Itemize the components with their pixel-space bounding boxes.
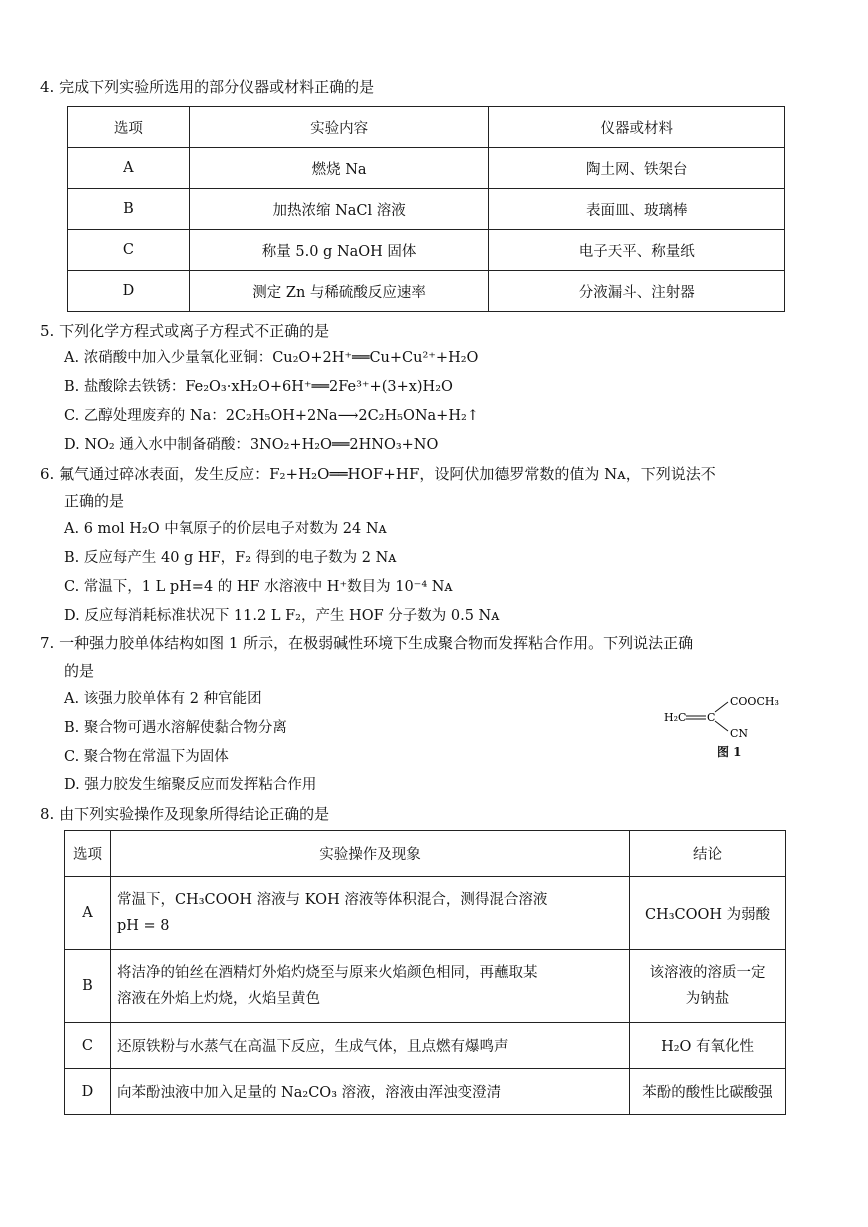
- q8-row-a-conclusion: CH₃COOH 为弱酸: [630, 877, 786, 950]
- q4-row-d-option: D: [68, 271, 190, 312]
- q8-row-d-conclusion: 苯酚的酸性比碳酸强: [630, 1069, 786, 1115]
- question-7-stem-line1: 7. 一种强力胶单体结构如图 1 所示，在极弱碱性环境下生成聚合物而发挥粘合作用。下列说法正确: [40, 634, 694, 652]
- q8-row-a-procedure: [110, 877, 629, 950]
- question-4-table: [67, 106, 785, 312]
- q8-row-c-conclusion: H₂O 有氧化性: [630, 1023, 786, 1069]
- q4-row-a-materials: 陶土网、铁架台: [489, 148, 785, 189]
- q8-row-a-procedure-line2: pH = 8: [116, 918, 170, 934]
- q5-option-c: C. 乙醇处理废弃的 Na：2C₂H₅OH+2Na⟶2C₂H₅ONa+H₂↑: [64, 408, 479, 424]
- question-5-stem: 5. 下列化学方程式或离子方程式不正确的是: [40, 322, 330, 340]
- q6-option-c: C. 常温下，1 L pH=4 的 HF 水溶液中 H⁺数目为 10⁻⁴ Nᴀ: [64, 579, 453, 595]
- figure-1-caption: 图 1: [717, 745, 742, 759]
- question-8-stem: 8. 由下列实验操作及现象所得结论正确的是: [40, 805, 330, 823]
- q4-header-option: 选项: [68, 107, 190, 148]
- q7-option-b: B. 聚合物可遇水溶解使黏合物分离: [64, 720, 287, 736]
- q6-option-d: D. 反应每消耗标准状况下 11.2 L F₂，产生 HOF 分子数为 0.5 Nᴀ: [64, 608, 500, 624]
- q8-row-c-option: C: [65, 1023, 111, 1069]
- q4-row-c-materials: 电子天平、称量纸: [489, 230, 785, 271]
- q8-header-conclusion: 结论: [630, 831, 786, 877]
- q8-row-b-conclusion-line1: 该溶液的溶质一定: [649, 965, 766, 981]
- q4-row-a-option: A: [68, 148, 190, 189]
- fig-h2c-label: H₂C: [664, 711, 687, 724]
- question-8-table: [64, 830, 786, 1115]
- q5-option-a: A. 浓硝酸中加入少量氧化亚铜：Cu₂O+2H⁺══Cu+Cu²⁺+H₂O: [64, 350, 479, 366]
- q4-row-b-materials: 表面皿、玻璃棒: [489, 189, 785, 230]
- q4-header-materials: 仪器或材料: [489, 107, 785, 148]
- q8-row-c-procedure: 还原铁粉与水蒸气在高温下反应，生成气体，且点燃有爆鸣声: [110, 1023, 629, 1069]
- question-6-stem-line1: 6. 氟气通过碎冰表面，发生反应：F₂+H₂O══HOF+HF，设阿伏加德罗常数的值为 Nᴀ，下列说法不: [40, 465, 716, 483]
- q8-row-d-procedure: 向苯酚浊液中加入足量的 Na₂CO₃ 溶液，溶液由浑浊变澄清: [110, 1069, 629, 1115]
- q8-row-a-procedure-line1: 常温下，CH₃COOH 溶液与 KOH 溶液等体积混合，测得混合溶液: [116, 892, 548, 908]
- q4-row-d-materials: 分液漏斗、注射器: [489, 271, 785, 312]
- fig-c-label: C: [707, 711, 716, 724]
- q8-row-b-procedure-line2: 溶液在外焰上灼烧，火焰呈黄色: [116, 991, 320, 1007]
- question-6-stem-line2: 正确的是: [64, 492, 125, 510]
- q5-option-d: D. NO₂ 通入水中制备硝酸：3NO₂+H₂O══2HNO₃+NO: [64, 437, 439, 453]
- question-4-stem: 4. 完成下列实验所选用的部分仪器或材料正确的是: [40, 78, 375, 96]
- q8-row-b-procedure: [110, 950, 629, 1023]
- q5-option-b: B. 盐酸除去铁锈：Fe₂O₃·xH₂O+6H⁺══2Fe³⁺+(3+x)H₂O: [64, 379, 453, 395]
- q8-header-option: 选项: [65, 831, 111, 877]
- q4-row-c-content: 称量 5.0 g NaOH 固体: [189, 230, 489, 271]
- q6-option-a: A. 6 mol H₂O 中氧原子的价层电子对数为 24 Nᴀ: [64, 521, 387, 537]
- q7-option-a: A. 该强力胶单体有 2 种官能团: [64, 691, 262, 707]
- q4-row-a-content: 燃烧 Na: [189, 148, 489, 189]
- q8-row-b-conclusion-line2: 为钠盐: [685, 991, 730, 1007]
- q8-header-procedure: 实验操作及现象: [110, 831, 629, 877]
- q8-row-d-option: D: [65, 1069, 111, 1115]
- fig-bond-lower: [715, 721, 728, 731]
- q4-header-content: 实验内容: [189, 107, 489, 148]
- q8-row-a-option: A: [65, 877, 111, 950]
- q6-option-b: B. 反应每产生 40 g HF，F₂ 得到的电子数为 2 Nᴀ: [64, 550, 397, 566]
- q4-row-c-option: C: [68, 230, 190, 271]
- q8-row-b-option: B: [65, 950, 111, 1023]
- q8-row-b-procedure-line1: 将洁净的铂丝在酒精灯外焰灼烧至与原来火焰颜色相同，再蘸取某: [116, 965, 538, 981]
- fig-bond-upper: [715, 702, 728, 712]
- q7-option-d: D. 强力胶发生缩聚反应而发挥粘合作用: [64, 777, 317, 793]
- q4-row-b-option: B: [68, 189, 190, 230]
- fig-cooch3-label: COOCH₃: [730, 695, 779, 708]
- q8-row-b-conclusion: [630, 950, 786, 1023]
- q4-row-d-content: 测定 Zn 与稀硫酸反应速率: [189, 271, 489, 312]
- question-7-stem-line2: 的是: [64, 662, 95, 680]
- q7-option-c: C. 聚合物在常温下为固体: [64, 749, 229, 765]
- fig-cn-label: CN: [730, 727, 749, 740]
- q4-row-b-content: 加热浓缩 NaCl 溶液: [189, 189, 489, 230]
